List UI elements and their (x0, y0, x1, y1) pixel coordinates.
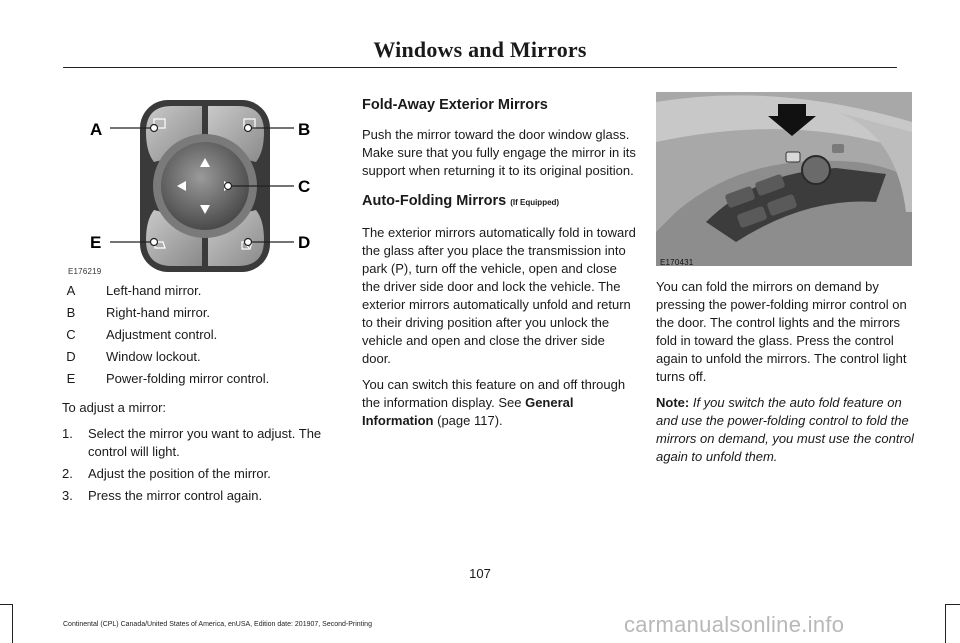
legend-key: B (66, 305, 76, 320)
auto-folding-text: The exterior mirrors automatically fold in toward the glass after you place the transmission into park (P), turn off the vehicle, open and close the driver side door and lock the vehicle. The exterior mirrors automatically unfold and return to their driving position after you unlock the vehicle and open and close the driver side door. (362, 225, 636, 366)
column-middle (362, 96, 636, 438)
legend-row (62, 282, 340, 300)
step-item (62, 425, 340, 461)
legend-key: C (66, 327, 76, 342)
adjust-intro: To adjust a mirror: (62, 400, 167, 415)
header-title: Windows and Mirrors (373, 37, 587, 62)
adjust-instructions (62, 399, 340, 505)
switch-text-end: (page 117). (433, 413, 503, 428)
column-right (656, 92, 914, 474)
legend-row (62, 348, 340, 366)
fold-away-heading: Fold-Away Exterior Mirrors (362, 97, 548, 113)
legend-row (62, 326, 340, 344)
fold-demand-text: You can fold the mirrors on demand by pressing the power-folding mirror control on the door. The control lights and the mirrors fold in toward the glass. Press the control again to unfold the mirrors. The control light turns off. (656, 279, 907, 384)
step-number: 1. (62, 426, 73, 441)
legend-text: Right-hand mirror. (106, 305, 211, 320)
mirror-control-figure (62, 92, 340, 277)
crop-mark (945, 604, 946, 643)
step-text: Press the mirror control again. (88, 488, 263, 503)
auto-folding-switch-text (362, 376, 636, 430)
note-label: Note: (656, 395, 690, 410)
crop-mark (945, 604, 960, 605)
step-item (62, 465, 340, 483)
step-number: 2. (62, 466, 73, 481)
switch-text-start: You can switch this feature on and off through the information display. See (362, 377, 626, 410)
legend-row (62, 370, 340, 388)
legend-table (62, 282, 340, 388)
note (656, 394, 914, 466)
callout-b: B (298, 120, 311, 139)
legend-key: E (66, 371, 76, 386)
legend-key: A (66, 283, 76, 298)
auto-folding-title: Auto-Folding Mirrors (362, 193, 507, 209)
step-item (62, 487, 340, 505)
legend-text: Window lockout. (106, 349, 201, 364)
door-control-photo (656, 92, 912, 266)
footer-text: Continental (CPL) Canada/United States of America, enUSA, Edition date: 201907, Second-Printing (63, 621, 372, 628)
legend-key: D (66, 349, 76, 364)
fold-away-text: Push the mirror toward the door window glass. Make sure that you fully engage the mirror in its support when returning it to its original position. (362, 127, 636, 178)
step-text: Adjust the position of the mirror. (88, 466, 271, 481)
figure-code: E170431 (660, 258, 694, 266)
callout-e: E (90, 233, 102, 252)
callout-a: A (90, 120, 103, 139)
crop-mark (12, 604, 13, 643)
general-information-link[interactable]: General Information (362, 395, 574, 428)
step-text: Select the mirror you want to adjust. The control will light. (88, 426, 322, 459)
step-number: 3. (62, 488, 73, 503)
header-rule (63, 67, 897, 68)
callout-c: C (298, 177, 311, 196)
door-control-illustration (656, 92, 912, 266)
legend-text: Adjustment control. (106, 327, 218, 342)
note-text: If you switch the auto fold feature on and use the power-folding control to fold the mirrors on demand, you must use the control again to unfold them. (656, 395, 914, 464)
page-number: 107 (469, 566, 491, 581)
column-left (62, 92, 340, 509)
auto-folding-heading (362, 192, 636, 212)
legend-text: Power-folding mirror control. (106, 371, 270, 386)
legend-text: Left-hand mirror. (106, 283, 202, 298)
legend-row (62, 304, 340, 322)
crop-mark (0, 604, 13, 605)
watermark: carmanualsonline.info (624, 612, 845, 637)
mirror-control-diagram (62, 92, 340, 277)
callout-d: D (298, 233, 311, 252)
figure-code: E176219 (68, 267, 102, 276)
equipped-label: (If Equipped) (510, 198, 560, 207)
